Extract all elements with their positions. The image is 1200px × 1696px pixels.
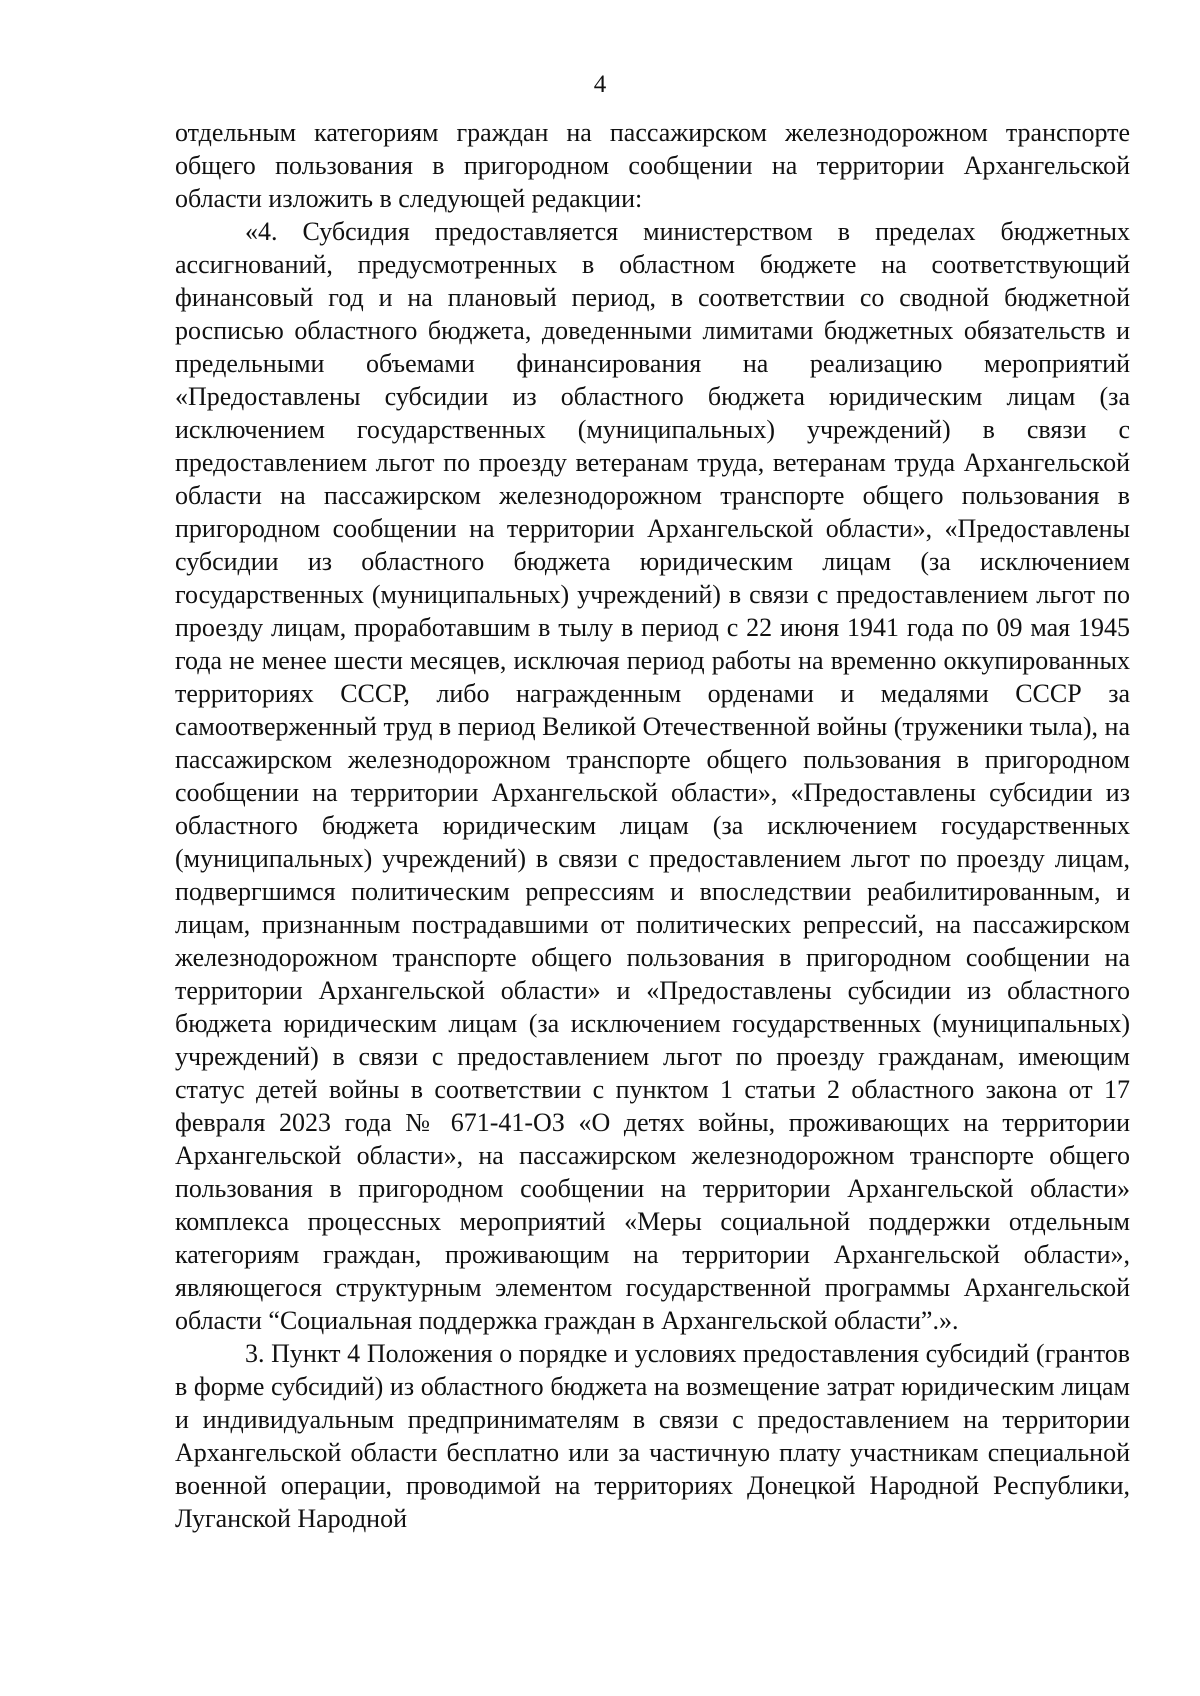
paragraph-item-4: «4. Субсидия предоставляется министерством в пределах бюджетных ассигнований, предусмотренных в областном бюджете на соответствующий финансовый год и на плановый период, в соответствии со сводной бюджетной росписью областного бюджета, доведенными лимитами бюджетных обязательств и предельными объемами финансирования на реализацию мероприятий «Предоставлены субсидии из областного бюджета юридическим лицам (за исключением государственных (муниципальных) учреждений) в связи с предоставлением льгот по проезду ветеранам труда, ветеранам труда Архангельской области на пассажирском железнодорожном транспорте общего пользования в пригородном сообщении на территории Архангельской области», «Предоставлены субсидии из областного бюджета юридическим лицам (за исключением государственных (муниципальных) учреждений) в связи с предоставлением льгот по проезду лицам, проработавшим в тылу в период с 22 июня 1941 года по 09 мая 1945 года не менее шести месяцев, исключая период работы на временно оккупированных территориях СССР, либо награжденным орденами и медалями СССР за самоотверженный труд в период Великой Отечественной войны (труженики тыла), на пассажирском железнодорожном транспорте общего пользования в пригородном сообщении на территории Архангельской области», «Предоставлены субсидии из областного бюджета юридическим лицам (за исключением государственных (муниципальных) учреждений) в связи с предоставлением льгот по проезду лицам, подвергшимся политическим репрессиям и впоследствии реабилитированным, и лицам, признанным пострадавшими от политических репрессий, на пассажирском железнодорожном транспорте общего пользования в пригородном сообщении на территории Архангельской области» и «Предоставлены субсидии из областного бюджета юридическим лицам (за исключением государственных (муниципальных) учреждений) в связи с предоставлением льгот по проезду гражданам, имеющим статус детей войны в соответствии с пунктом 1 статьи 2 областного закона от 17 февраля 2023 года № 671-41-ОЗ «О детях войны, проживающих на территории Архангельской области», на пассажирском железнодорожном транспорте общего пользования в пригородном сообщении на территории Архангельской области» комплекса процессных мероприятий «Меры социальной поддержки отдельным категориям граждан, проживающим на территории Архангельской области», являющегося структурным элементом государственной программы Архангельской области “Социальная поддержка граждан в Архангельской области”.».	[175, 217, 1130, 1335]
page-number: 4	[593, 71, 607, 98]
paragraph-continuation: отдельным категориям граждан на пассажирском железнодорожном транспорте общего пользования в пригородном сообщении на территории Архангельской области изложить в следующей редакции:	[175, 118, 1130, 213]
paragraph-item-3: 3. Пункт 4 Положения о порядке и условиях предоставления субсидий (грантов в форме субсидий) из областного бюджета на возмещение затрат юридическим лицам и индивидуальным предпринимателям в связи с предоставлением на территории Архангельской области бесплатно или за частичную плату участникам специальной военной операции, проводимой на территориях Донецкой Народной Республики, Луганской Народной	[175, 1339, 1130, 1533]
document-body	[175, 116, 1130, 1535]
